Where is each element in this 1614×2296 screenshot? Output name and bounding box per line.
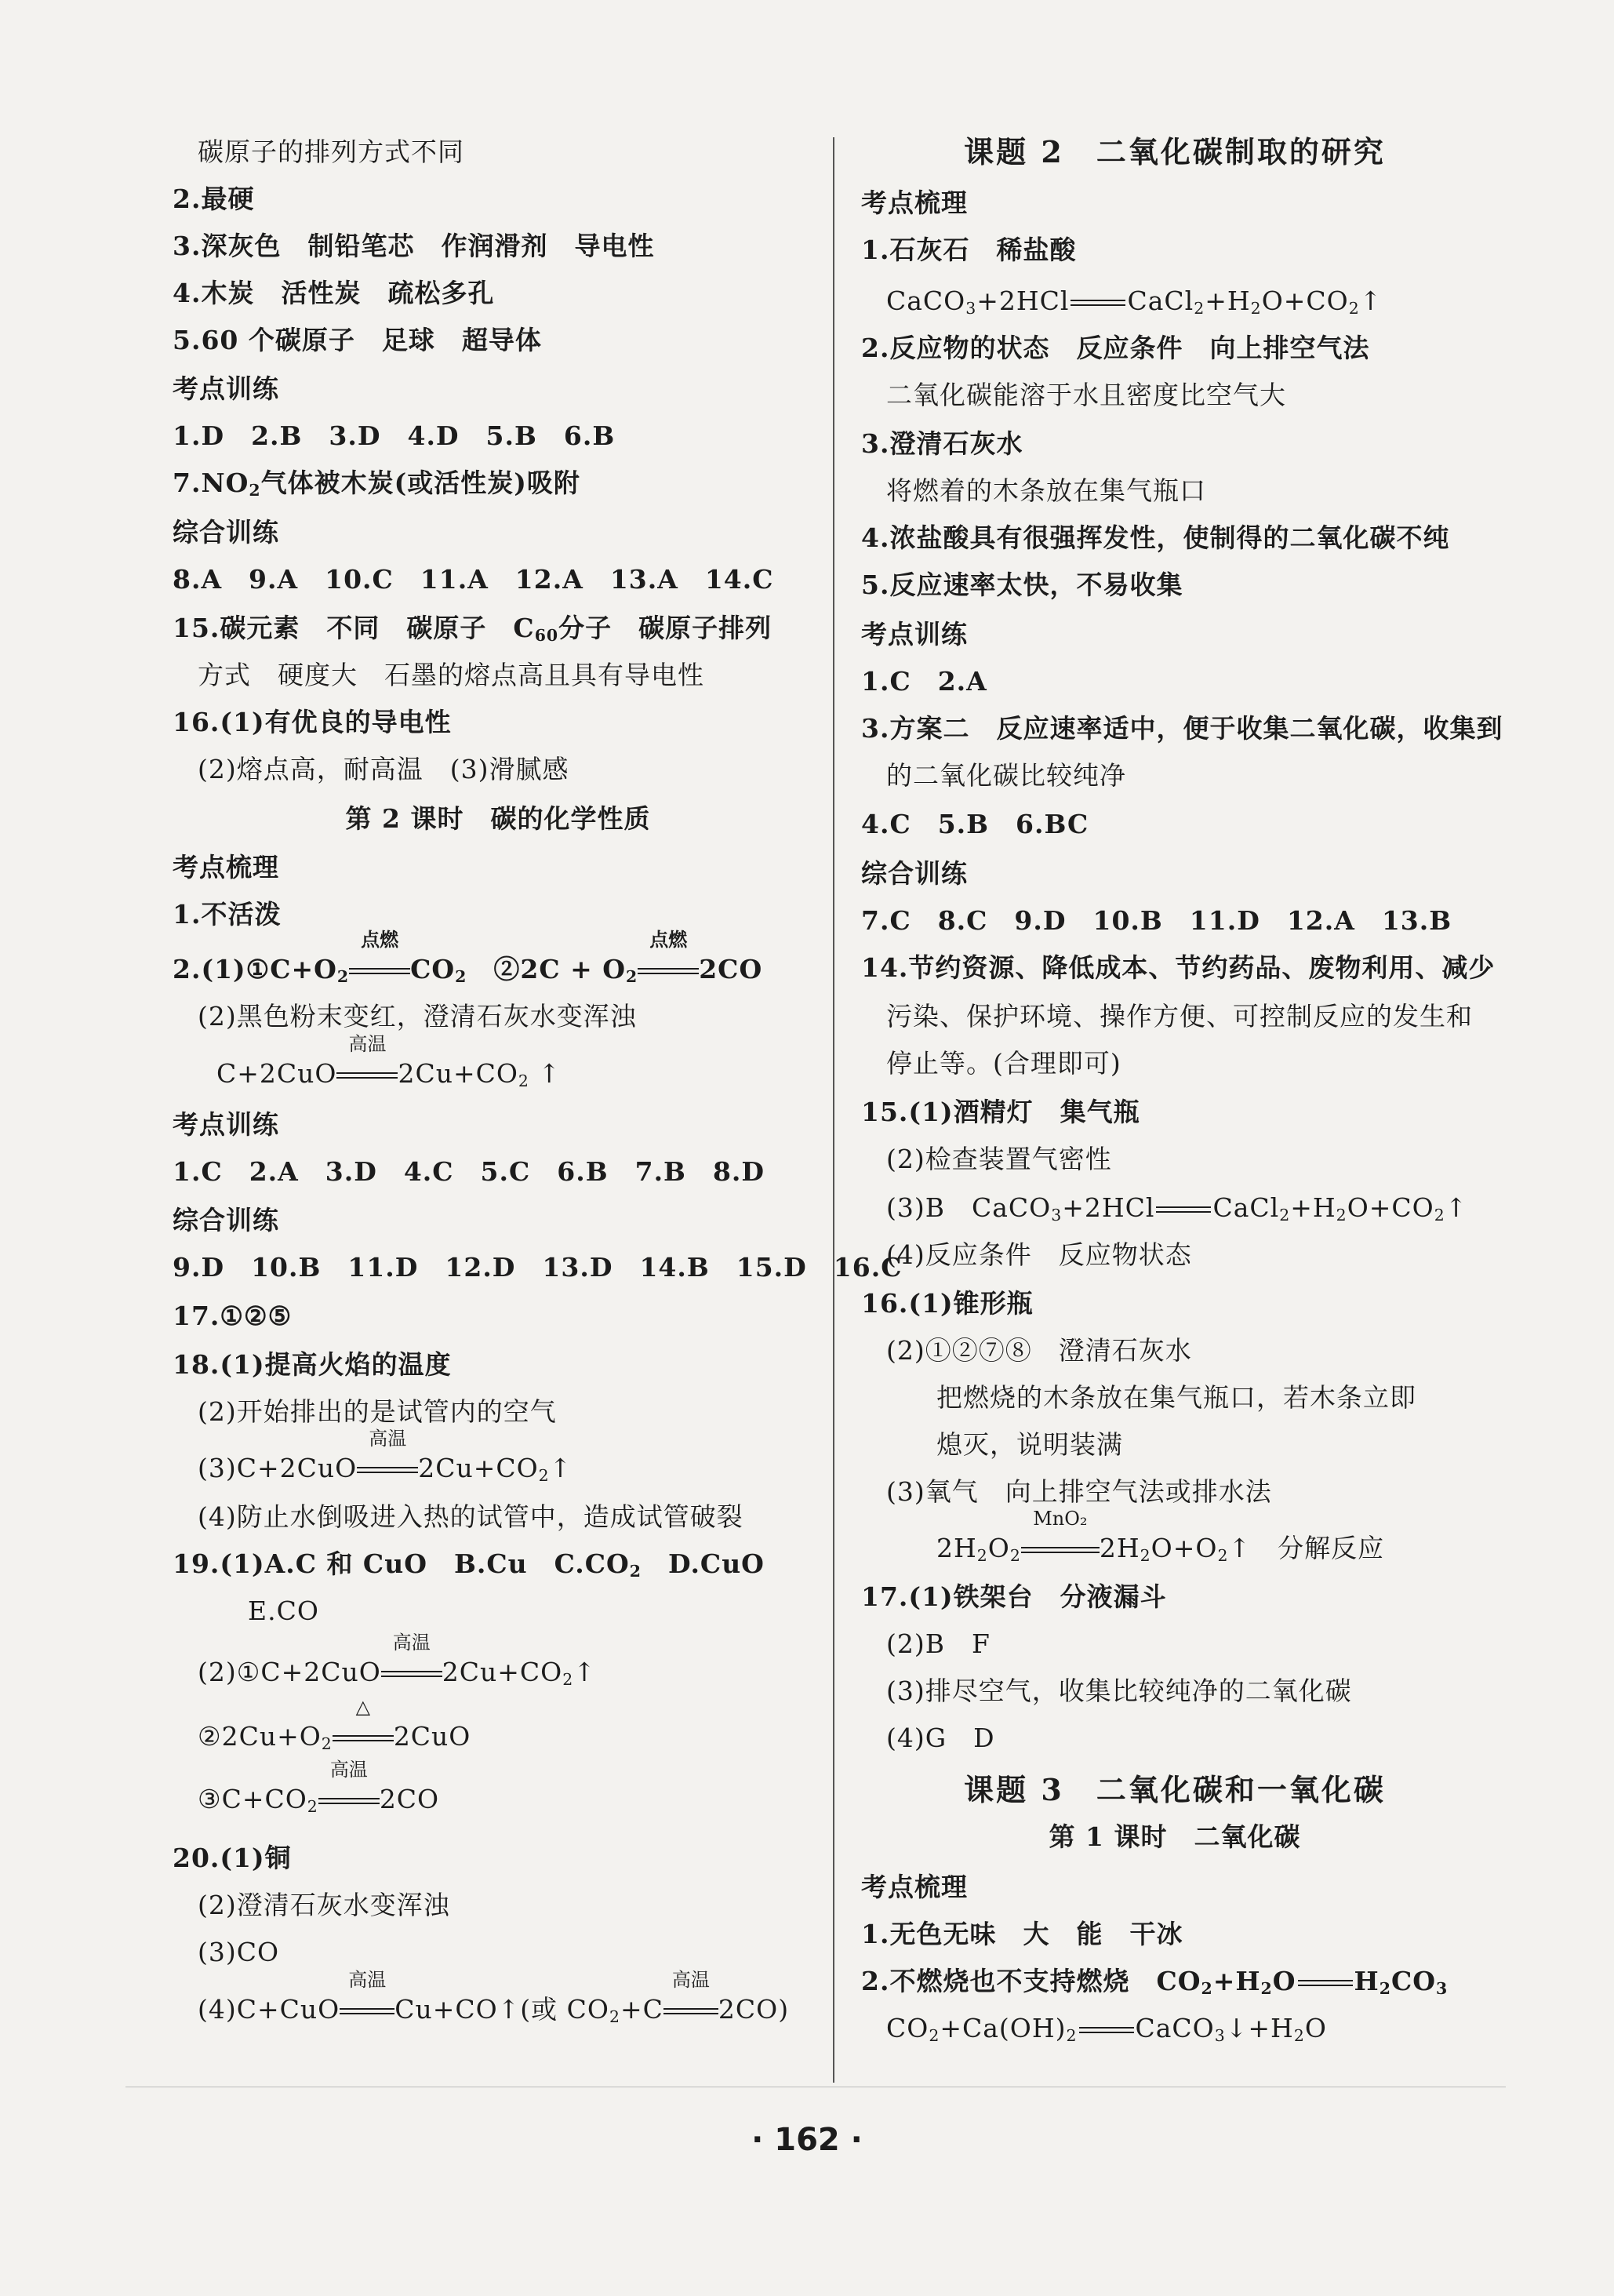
text-line: 7.C 8.C 9.D 10.B 11.D 12.A 13.B — [861, 905, 1452, 936]
section-heading: 综合训练 — [861, 858, 968, 889]
equation-line: $2H_2O_2$ MnO₂ $2H_2O+O_2↑$ 分解反应 — [936, 1508, 1385, 1566]
text-line: 1.石灰石 稀盐酸 — [861, 235, 1077, 265]
section-heading: 综合训练 — [173, 517, 279, 548]
text-line: $7.NO_2$气体被木炭(或活性炭)吸附 — [173, 468, 580, 500]
text-line: 17.(1)铁架台 分液漏斗 — [861, 1581, 1167, 1612]
text-line: 4.C 5.B 6.BC — [861, 809, 1089, 839]
column-divider — [833, 137, 834, 2083]
page-number: · 162 · — [751, 2122, 863, 2158]
text-line: 15.碳元素 不同 碳原子 $C_{60}$分子 碳原子排列 — [173, 613, 772, 646]
text-line: 16.(1)有优良的导电性 — [173, 707, 452, 737]
text-line: 8.A 9.A 10.C 11.A 12.A 13.A 14.C — [173, 564, 774, 595]
text-line: (4)G D — [886, 1723, 995, 1753]
text-line: 5.反应速率太快，不易收集 — [861, 569, 1183, 600]
text-line: E.CO — [248, 1596, 319, 1626]
text-line: 1.C 2.A — [861, 666, 987, 697]
text-line: 熄灭，说明装满 — [936, 1429, 1123, 1460]
text-line: 二氧化碳能溶于水且密度比空气大 — [886, 380, 1286, 410]
text-line: (2)B F — [886, 1628, 991, 1659]
text-line: 把燃烧的木条放在集气瓶口，若木条立即 — [936, 1382, 1416, 1413]
text-line: 将燃着的木条放在集气瓶口 — [886, 475, 1206, 506]
text-line: 14.节约资源、降低成本、节约药品、废物利用、减少 — [861, 952, 1496, 983]
text-line: 20.(1)铜 — [173, 1843, 292, 1873]
text-line: 污染、保护环境、操作方便、可控制反应的发生和 — [886, 1001, 1473, 1032]
topic-title: 课题 3 二氧化碳和一氧化碳 — [964, 1772, 1386, 1807]
text-line: (2)①②⑦⑧ 澄清石灰水 — [886, 1335, 1192, 1366]
text-line: 1.无色无味 大 能 干冰 — [861, 1919, 1183, 1949]
text-line: (2)黑色粉末变红，澄清石灰水变浑浊 — [198, 1001, 637, 1032]
text-line: 3.深灰色 制铅笔芯 作润滑剂 导电性 — [173, 231, 655, 261]
text-line: 3.方案二 反应速率适中，便于收集二氧化碳，收集到 — [861, 713, 1503, 744]
topic-title: 课题 2 二氧化碳制取的研究 — [964, 134, 1386, 169]
lesson-heading: 第 1 课时 二氧化碳 — [1049, 1821, 1301, 1852]
equation-line: (3)C+2CuO 高温 $2Cu+CO_2↑$ — [198, 1428, 573, 1486]
equation-line: 2.不燃烧也不支持燃烧 $CO_2+H_2O$ $H_2CO_3$ — [861, 1966, 1449, 1999]
text-line: (2)熔点高，耐高温 (3)滑腻感 — [198, 754, 569, 784]
equation-line: C+2CuO 高温 $2Cu+CO_2$ ↑ — [216, 1033, 562, 1091]
equation-line: $③C+CO_2$ 高温 2CO — [198, 1759, 440, 1817]
section-heading: 考点梳理 — [861, 187, 968, 218]
equation-line: $2.(1)①C+O_2$ 点燃 $CO_2$ ②2C + $O_2$ 点燃 2CO — [173, 928, 763, 987]
equation-line: (2)①C+2CuO 高温 $2Cu+CO_2↑$ — [198, 1632, 596, 1690]
text-line: 9.D 10.B 11.D 12.D 13.D 14.B 15.D 16.C — [173, 1252, 903, 1283]
section-heading: 考点梳理 — [173, 852, 279, 882]
text-line: 17.①②⑤ — [173, 1301, 293, 1331]
section-heading: 考点训练 — [861, 619, 968, 650]
text-line: (2)检查装置气密性 — [886, 1144, 1112, 1174]
equation-line: (4)C+CuO 高温 Cu+CO↑(或 $CO_2+C$ 高温 2CO) — [198, 1969, 790, 2027]
text-line: 4.浓盐酸具有很强挥发性，使制得的二氧化碳不纯 — [861, 522, 1450, 553]
equation-line: CaCO$_3$+2HCl $CaCl_2+H_2O+CO_2↑$ — [886, 286, 1383, 318]
text-line: 1.C 2.A 3.D 4.C 5.C 6.B 7.B 8.D — [173, 1156, 765, 1187]
text-line: 4.木炭 活性炭 疏松多孔 — [173, 278, 495, 308]
text-line: 方式 硬度大 石墨的熔点高且具有导电性 — [198, 660, 704, 690]
section-heading: 考点训练 — [173, 373, 279, 404]
equation-line: (3)B CaCO$_3$+2HCl $CaCl_2+H_2O+CO_2↑$ — [886, 1192, 1468, 1225]
text-line: 停止等。(合理即可) — [886, 1048, 1121, 1079]
equation-line: $②2Cu+O_2$ △ 2CuO — [198, 1696, 471, 1754]
text-line: 2.反应物的状态 反应条件 向上排空气法 — [861, 333, 1370, 363]
text-line: 16.(1)锥形瓶 — [861, 1288, 1034, 1319]
text-line: 5.60 个碳原子 足球 超导体 — [173, 325, 542, 355]
text-line: 1.D 2.B 3.D 4.D 5.B 6.B — [173, 420, 616, 451]
text-line: (3)排尽空气，收集比较纯净的二氧化碳 — [886, 1676, 1352, 1706]
text-line: 2.最硬 — [173, 184, 255, 214]
text-line: 18.(1)提高火焰的温度 — [173, 1349, 452, 1380]
text-line: (2)开始排出的是试管内的空气 — [198, 1396, 557, 1427]
text-line: 3.澄清石灰水 — [861, 428, 1023, 459]
text-line: 15.(1)酒精灯 集气瓶 — [861, 1097, 1140, 1127]
text-line: (2)澄清石灰水变浑浊 — [198, 1890, 450, 1920]
equation-line: $CO_2+Ca(OH)_2$ $CaCO_3↓+H_2O$ — [886, 2013, 1327, 2046]
text-line: (4)反应条件 反应物状态 — [886, 1239, 1192, 1270]
text-line: 19.(1)A.C 和 CuO B.Cu $C.CO_2$ D.CuO — [173, 1548, 765, 1581]
text-line: 的二氧化碳比较纯净 — [886, 760, 1126, 791]
section-heading: 考点训练 — [173, 1109, 279, 1140]
text-line: 碳原子的排列方式不同 — [198, 136, 464, 167]
text-line: (4)防止水倒吸进入热的试管中，造成试管破裂 — [198, 1501, 743, 1532]
lesson-heading: 第 2 课时 碳的化学性质 — [345, 803, 651, 834]
section-heading: 综合训练 — [173, 1205, 279, 1235]
text-line: (3)氧气 向上排空气法或排水法 — [886, 1476, 1272, 1507]
section-heading: 考点梳理 — [861, 1872, 968, 1902]
text-line: 1.不活泼 — [173, 899, 282, 930]
text-line: (3)CO — [198, 1937, 280, 1967]
